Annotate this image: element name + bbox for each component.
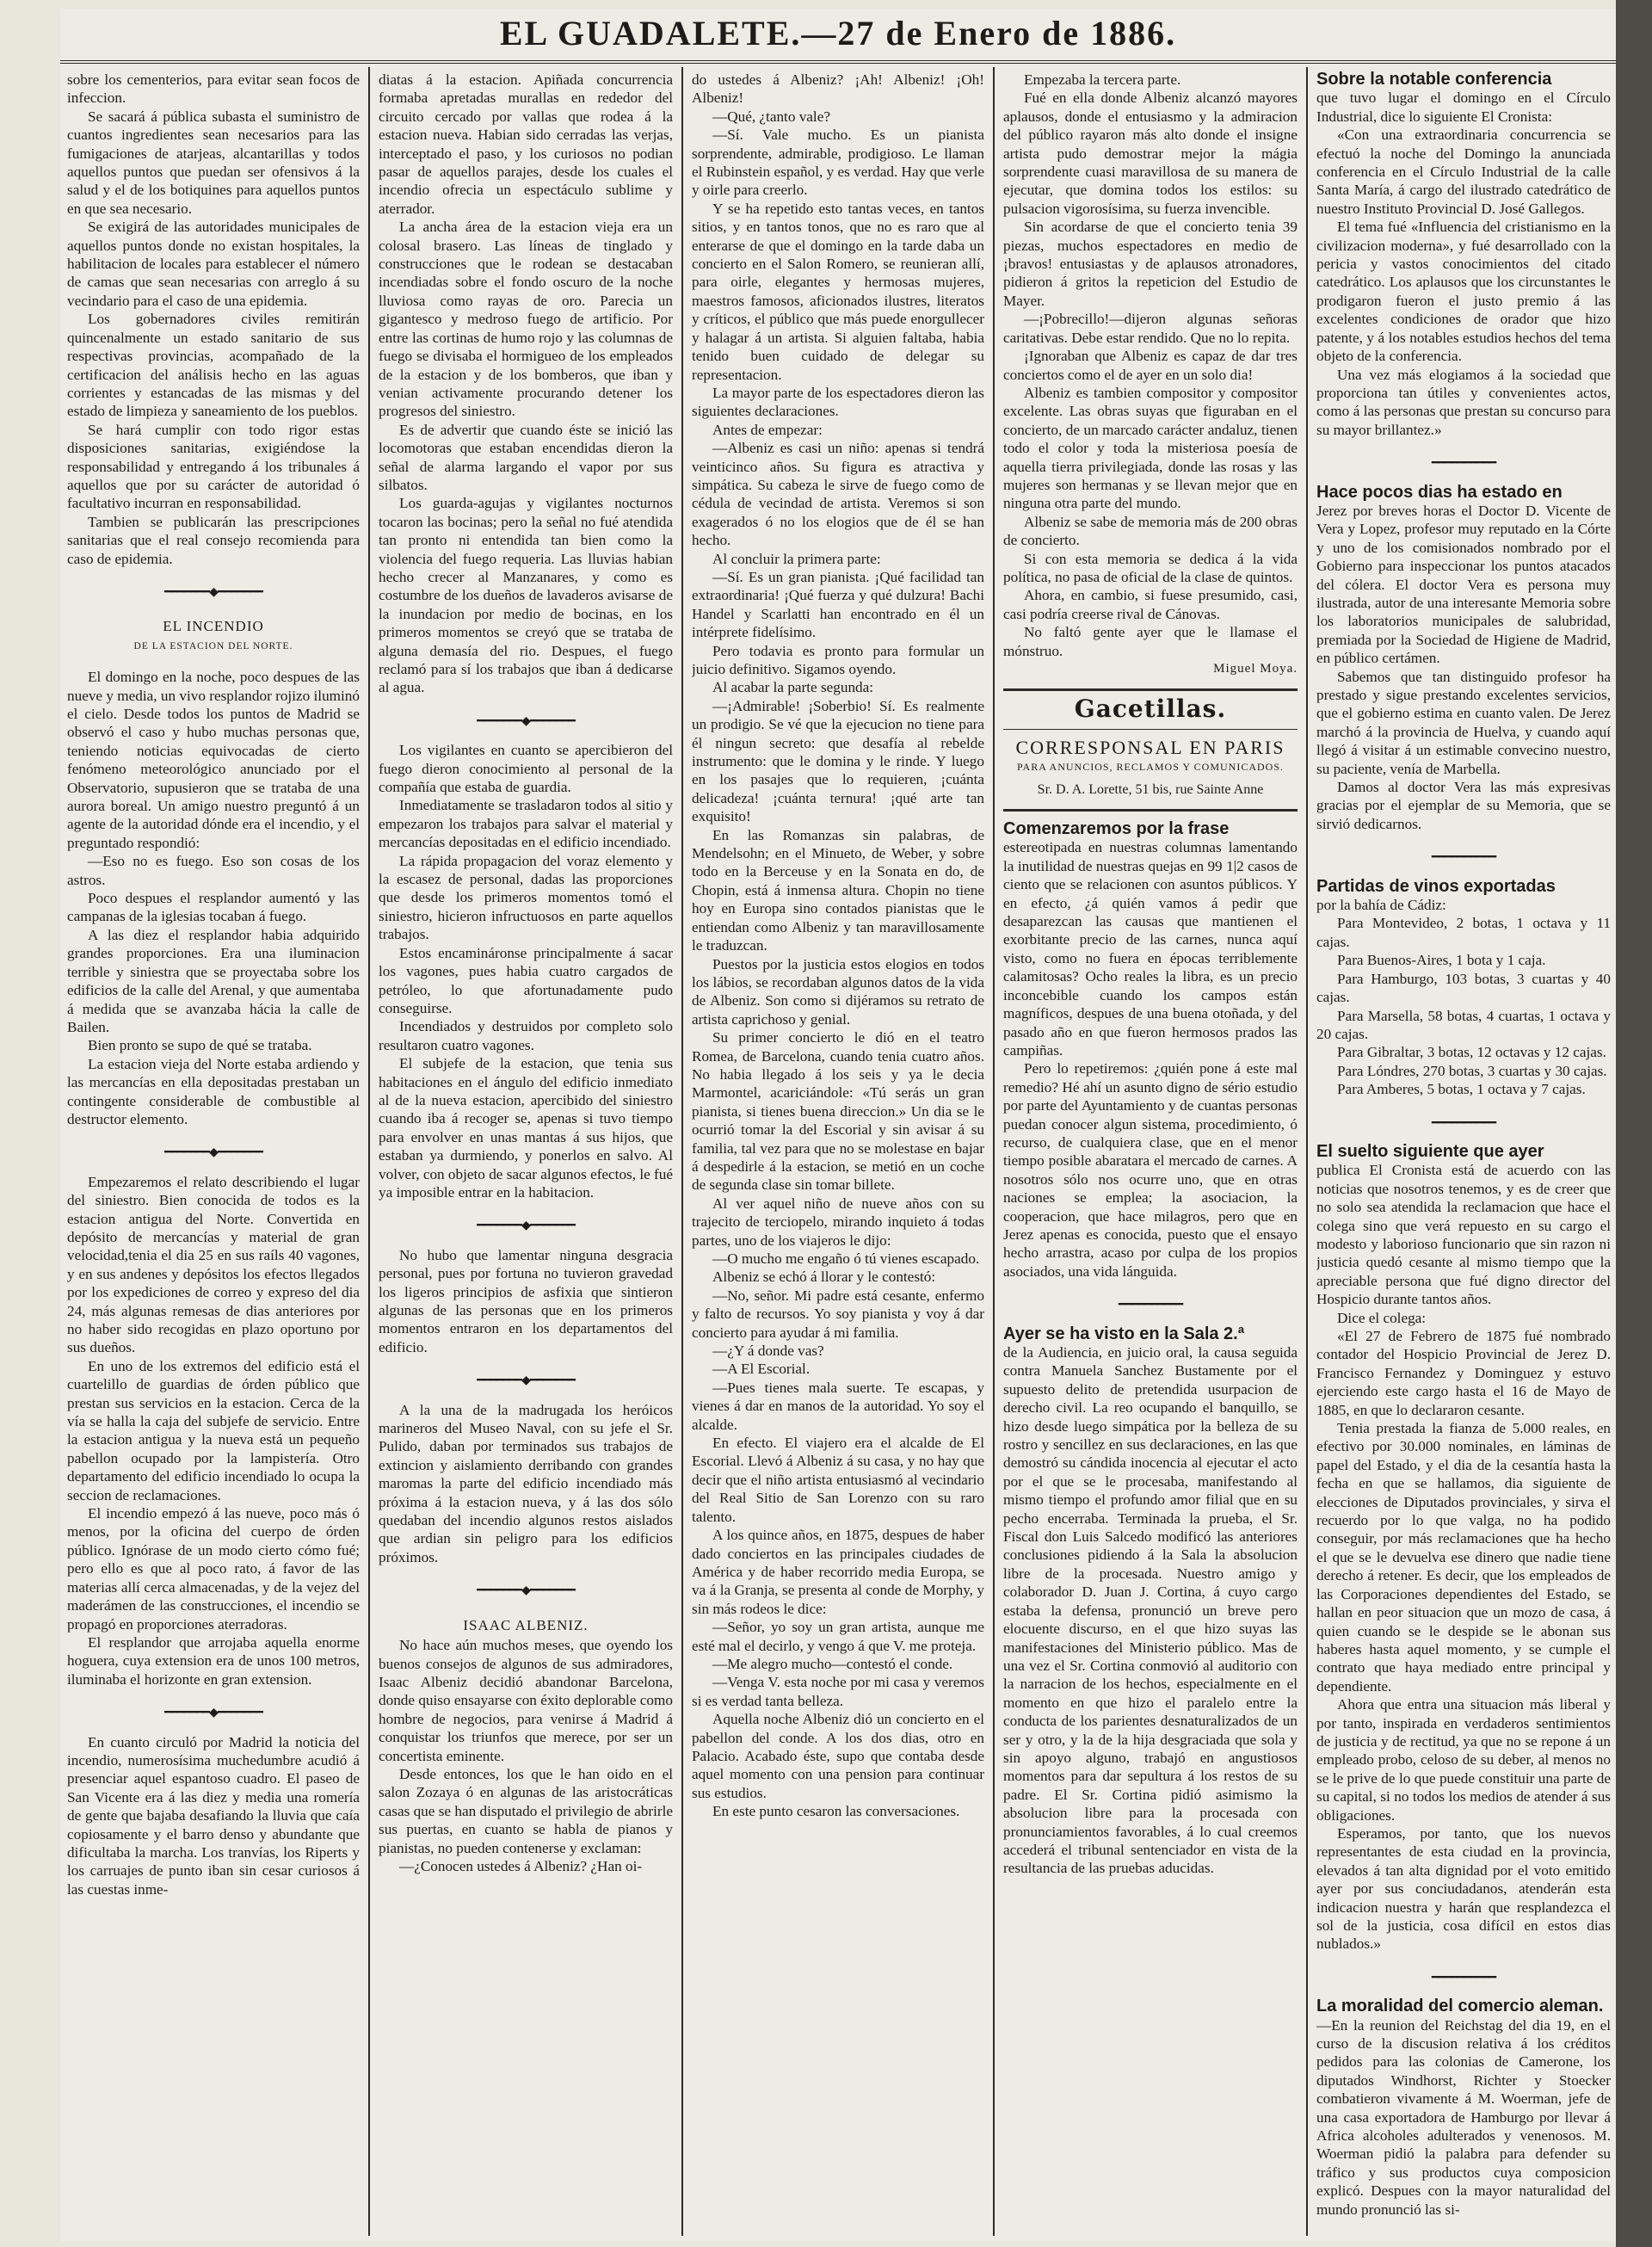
- item-lead: La moralidad del comercio aleman.: [1316, 1997, 1604, 2016]
- paragraph: Pero lo repetiremos: ¿quién pone á este mal remedio? Hé ahí un asunto digno de sério estudio por parte del Ayuntamiento y de cuantas personas puedan conocer algun sistema, procedimiento, ó recurso, de cualquiera clase, que en el menor tiempo posible abaratara el mercado de carnes. A nosotros sólo nos ocurre uno, que en otras naciones se emplea; la asociacion, la cooperacion, que hace milagros, pero que en Jerez apenas es conocida, puesto que el ensayo hecho arrastra, acaso por culpa de los propios asociados, una vida lánguida.: [1003, 1060, 1298, 1280]
- paragraph: —¿Conocen ustedes á Albeniz? ¿Han oi-: [399, 1857, 643, 1874]
- paragraph: Se sacará á pública subasta el suministro de cuantos ingredientes sean necesarios para las fumigaciones de atarjeas, alcantarillas y todos aquellos puntos que puedan ser ofensivos á la salud y el de los botiquines para aquellos puntos en que sea necesario.: [67, 108, 360, 217]
- ornament-divider: ━━━━━━━◆━━━━━━━: [164, 585, 262, 599]
- paragraph: estereotipada en nuestras columnas lamentando la inutilidad de nuestras quejas en 99 1|2 casos de ciento que se relacionen con asuntos públicos. Y en efecto, ¿á quién vamos á pedir que desaparezcan las causas que mantienen el exorbitante precio de las carnes, nunca aquí visto, como no fuera en épocas terriblemente calamitosas? Ocho reales la libra, es un precio inconcebible cuando los campos están magníficos, despues de una buena otoñada, y del pasado año en que fueron hermosos prados las campiñas.: [1003, 839, 1298, 1059]
- paragraph: Incendiados y destruidos por completo solo resultaron cuatro vagones.: [379, 1018, 673, 1053]
- ornament-divider: ━━━━━━━◆━━━━━━━: [477, 1219, 575, 1233]
- paragraph: de la Audiencia, en juicio oral, la causa seguida contra Manuela Sanchez Bustamente por el supuesto delito de pretendida usurpacion de derecho civil. La reo ocupando el banquillo, se hizo desde luego simpática por la belleza de su rostro y sencillez en sus declaraciones, en las que demostró su cándida inocencia al ejecutar el acto por el que se le procesaba, manifestando al mismo tiempo el profundo amor filial que en su pecho encerraba. Terminada la prueba, el Sr. Fiscal don Luis Salcedo modificó las anteriores conclusiones pidiendo á la Sala la absolucion libre de la procesada. Nuestro amigo y colaborador D. Juan J. Cortina, á cuyo cargo estaba la defensa, pronunció un breve pero elocuente discurso, en el que hizo suyas las manifestaciones del Ministerio público. Mas de una vez el Sr. Cortina conmovió al auditorio con la narracion de los hechos, especialmente en el momento en que hizo el paralelo entre la conducta de los parientes desnaturalizados de un ser y otro, y la de la hija desgraciada que sola y sin apoyo alguno, trabajó en angustiosos momentos para dar sepultura á los restos de su padre. El Sr. Cortina pidió asimismo la absolucion libre para la procesada con pronunciamientos favorables, á lo cual creemos accederá el tribunal sentenciador en vista de la resultancia de las pruebas aducidas.: [1003, 1344, 1298, 1877]
- paragraph: Los vigilantes en cuanto se apercibieron del fuego dieron conocimiento al personal de la compañía que estaba de guardia.: [379, 742, 673, 796]
- paragraph: No hubo que lamentar ninguna desgracia personal, pues por fortuna no tuvieron gravedad los ligeros principios de asfixia que sintieron algunas de las personas que en los primeros momentos entraron en los departamentos del edificio.: [379, 1246, 673, 1355]
- paragraph: sobre los cementerios, para evitar sean focos de infeccion.: [67, 71, 360, 107]
- export-line: Para Amberes, 5 botas, 1 octava y 7 cajas.: [1337, 1081, 1586, 1098]
- column-4: [1003, 71, 1298, 2231]
- paragraph: Dice el colega:: [1337, 1309, 1427, 1326]
- paragraph: Al acabar la parte segunda:: [712, 679, 874, 696]
- section-rule: [1003, 688, 1298, 691]
- ornament-divider: ━━━━━━━━━━: [1431, 457, 1496, 471]
- paragraph: —Venga V. esta noche por mi casa y veremos si es verdad tanta belleza.: [692, 1674, 984, 1709]
- paragraph: diatas á la estacion. Apiñada concurrencia formaba apretadas murallas en rededor del circuito cercado por vallas que rodea á la estacion nueva. Habian sido cerradas las verjas, interceptado el paso, y los curiosos no podian pasar de aquellos parajes, desde los cuales el incendio ofrecia un espectáculo sublime y aterrador.: [379, 71, 673, 217]
- item-lead: Comenzaremos por la frase: [1003, 819, 1230, 839]
- export-line: Para Lóndres, 270 botas, 3 cuartas y 30 cajas.: [1337, 1062, 1607, 1079]
- section-rule: [1003, 809, 1298, 812]
- paragraph: La estacion vieja del Norte estaba ardiendo y las mercancías en ella depositadas prestaban un contingente considerable de combustible al destructor elemento.: [67, 1055, 360, 1127]
- item-lead: El suelto siguiente que ayer: [1316, 1141, 1544, 1161]
- paragraph: —¡Admirable! ¡Soberbio! Sí. Es realmente un prodigio. Se vé que la ejecucion no tiene para él ningun secreto: que desafía al rebelde instrumento: que le domina y le rinde. Y luego en los pasajes que lo requieren, ¡cuánta delicadeza! ¡cuánta ternura! ¡qué arte tan exquisito!: [692, 697, 984, 825]
- ornament-divider: ━━━━━━━◆━━━━━━━: [477, 1374, 575, 1388]
- paragraph: Sin acordarse de que el concierto tenia 39 piezas, muchos espectadores en medio de ¡bravos! entusiastas y de aplausos atronadores, pidieron á gritos la repeticion del Estudio de Mayer.: [1003, 219, 1298, 309]
- paragraph: Albeniz se sabe de memoria más de 200 obras de concierto.: [1003, 513, 1298, 549]
- paragraph: En cuanto circuló por Madrid la noticia del incendio, numerosísima muchedumbre acudió á presenciar aquel espantoso cuadro. El paseo de San Vicente era á las diez y media una romería de gente que bajaba desafiando la lluvia que caía copiosamente y el barro denso y abundante que dificultaba la marcha. Los tranvías, los Riperts y los carruajes de punto iban sin cesar curiosos á las cuestas inme-: [67, 1733, 360, 1898]
- paragraph: La ancha área de la estacion vieja era un colosal brasero. Las líneas de tinglado y construcciones que le rodean se destacaban incendiadas sobre el fondo oscuro de la noche lluviosa como rayas de oro. Parecia un gigantesco y medroso fuego de artificio. Por entre las cortinas de humo rojo y las columnas de fuego se divisaba el hormigueo de los empleados de la estacion y de los bomberos, que iban y venian activamente procurando detener los progresos del siniestro.: [379, 219, 673, 420]
- item-lead: Hace pocos dias ha estado en: [1316, 482, 1563, 502]
- paragraph: Pero todavia es pronto para formular un juicio definitivo. Sigamos oyendo.: [692, 642, 984, 677]
- column-1: [67, 71, 360, 2231]
- masthead: EL GUADALETE.—27 de Enero de 1886.: [60, 9, 1616, 64]
- paragraph: Bien pronto se supo de qué se trataba.: [88, 1037, 312, 1054]
- ornament-divider: ━━━━━━━◆━━━━━━━: [164, 1707, 262, 1720]
- scan-edge: [1616, 0, 1652, 2247]
- paragraph: A los quince años, en 1875, despues de haber dado conciertos en las principales ciudades de América y de haber recorrido media Europa, se va á la Granja, se presenta al conde de Morphy, y sin más rodeos le dice:: [692, 1527, 984, 1617]
- ad-subtitle: PARA ANUNCIOS, RECLAMOS Y COMUNICADOS.: [1016, 761, 1285, 774]
- paragraph: Empezaremos el relato describiendo el lugar del siniestro. Bien conocida de todos es la estacion antigua del Norte. Convertida en depósito de mercancías y material de gran velocidad,tenia el dia 25 en sus raíls 40 vagones, y en sus andenes y depósitos los efectos llegados por los expediciones de correo y expreso del dia 24, más algunas remesas de dias anteriores por no haber sido recogidas en plazo oportuno por sus dueños.: [67, 1173, 360, 1356]
- paragraph: En este punto cesaron las conversaciones.: [712, 1803, 960, 1820]
- paragraph: Jerez por breves horas el Doctor D. Vicente de Vera y Lopez, profesor muy reputado en la Córte y uno de los comisionados nombrado por el Gobierno para inspeccionar los puntos atacados del cólera. El doctor Vera es persona muy ilustrada, autor de una interesante Memoria sobre los laboratorios municipales de salubridad, premiada por la Sociedad de Higiene de Madrid, en público certámen.: [1316, 502, 1611, 667]
- paragraph: El resplandor que arrojaba aquella enorme hoguera, cuya extension era de unos 100 metros, iluminaba el horizonte en gran extension.: [67, 1633, 360, 1688]
- paragraph: Una vez más elogiamos á la sociedad que proporciona tan útiles y convenientes actos, como á las personas que prestan su concurso para su mayor brillantez.»: [1316, 366, 1611, 438]
- paragraph: Inmediatamente se trasladaron todos al sitio y empezaron los trabajos para salvar el material y mercancías depositadas en el edificio incendiado.: [379, 797, 673, 851]
- newspaper-page: [60, 9, 1616, 2242]
- paragraph: Fué en ella donde Albeniz alcanzó mayores aplausos, donde el entusiasmo y la admiracion del público rayaron más alto donde el insigne artista pudo demostrar mejor la mágia sorprendente cuasi maravillosa de su manera de ejecutar, que domina todos los estilos: su pulsacion vigorosísima, su fuerza invencible.: [1003, 90, 1298, 217]
- paragraph: —Sí. Vale mucho. Es un pianista sorprendente, admirable, prodigioso. Le llaman el Rubinstein español, y es verdad. Hay que verle y oirle para creerlo.: [692, 127, 984, 199]
- column-rule: [681, 67, 683, 2236]
- paragraph: Puestos por la justicia estos elogios en todos los lábios, se recordaban algunos datos de la vida de Albeniz. Son como si dijéramos su retrato de artista caprichoso y genial.: [692, 955, 984, 1028]
- column-rule: [993, 67, 995, 2236]
- paragraph: por la bahía de Cádiz:: [1316, 897, 1446, 914]
- paragraph: Estos encamináronse principalmente á sacar los vagones, pues habia cuatro cargados de petróleo, lo que afortunadamente pudo conseguirse.: [379, 944, 673, 1016]
- paragraph: «Con una extraordinaria concurrencia se efectuó la noche del Domingo la anunciada conferencia en el Círculo Industrial de la calle Santa María, á cargo del ilustrado catedrático de nuestro Instituto Provincial D. José Gallegos.: [1316, 127, 1611, 217]
- paragraph: Su primer concierto le dió en el teatro Romea, de Barcelona, cuando tenia cuatro años. No habia llegado á los seis y ya le decia Marmontel, acariciándole: «Tú serás un gran pianista, si tienes buena direccion.» Un dia se le ocurrió tomar la del Escorial y sin avisar á su familia, tal vez para que no se molestase en bajar á despedirle á la estacion, se metió en un coche de segunda clase sin tomar billete.: [692, 1029, 984, 1194]
- export-line: Para Buenos-Aires, 1 bota y 1 caja.: [1337, 952, 1546, 969]
- paragraph: —¿Y á donde vas?: [712, 1343, 824, 1360]
- export-line: Para Montevideo, 2 botas, 1 octava y 11 cajas.: [1316, 915, 1611, 950]
- column-2: [379, 71, 673, 2231]
- paragraph: —Eso no es fuego. Eso son cosas de los astros.: [67, 853, 360, 888]
- paragraph: Se hará cumplir con todo rigor estas disposiciones sanitarias, exigiéndose la responsabilidad y entregando á los tribunales á aquellos que por su carácter de autoridad ó facultativo incurran en responsabilidad.: [67, 421, 360, 512]
- paragraph: Es de advertir que cuando éste se inició las locomotoras que estaban encendidas dieron la señal de alarma largando el vapor por sus silbatos.: [379, 421, 673, 493]
- ornament-divider: ━━━━━━━━━━: [1431, 1116, 1496, 1130]
- paragraph: —Albeniz es casi un niño: apenas si tendrá veinticinco años. Su figura es atractiva y simpática. Su cabeza le sirve de fuego como de cédula de vecindad de artista. Veremos si son exagerados ó no los elogios que de él se han hecho.: [692, 440, 984, 549]
- paragraph: Se exigirá de las autoridades municipales de aquellos puntos donde no existan hospitales, la habilitacion de locales para establecer el número de camas que sean necesarias con arreglo á su vecindario para el caso de una epidemia.: [67, 219, 360, 309]
- paragraph: La rápida propagacion del voraz elemento y la escasez de personal, dadas las proporciones que desde los primeros momentos tomó el siniestro, hicieron infructuosos en parte aquellos trabajos.: [379, 852, 673, 943]
- column-rule: [368, 67, 370, 2236]
- paragraph: Tambien se publicarán las prescripciones sanitarias que el real consejo recomienda para caso de epidemia.: [67, 513, 360, 567]
- paragraph: Antes de empezar:: [712, 421, 823, 438]
- paragraph: —¡Pobrecillo!—dijeron algunas señoras caritativas. Debe estar rendido. Que no lo repita.: [1003, 311, 1298, 346]
- paragraph: —En la reunion del Reichstag del dia 19, en el curso de la discusion relativa á los créditos pedidos para las colonias de Camerone, los diputados Windhorst, Richter y Stoecker combatieron vivamente á M. Woerman, jefe de una casa exportadora de Hamburgo por llevar á Africa alcoholes adulterados y venenosos. M. Woerman pidió la palabra para defender su tráfico y sus productos cuya composicion explicó. Despues con la mayor naturalidad del mundo pronunció las si-: [1316, 2016, 1611, 2218]
- ad-address: Sr. D. A. Lorette, 51 bis, rue Sainte Anne: [1037, 781, 1264, 797]
- paragraph: Desde entonces, los que le han oido en el salon Zozaya ó en algunas de las aristocráticas casas que se han disputado el privilegio de abrirle sus puertas, en cuanto se habla de pianos y pianistas, no pueden contenerse y exclaman:: [379, 1765, 673, 1856]
- item-lead: Partidas de vinos exportadas: [1316, 876, 1556, 896]
- ornament-divider: ━━━━━━━━━━: [1431, 1971, 1496, 1985]
- paragraph: En las Romanzas sin palabras, de Mendelsohn; en el Minueto, de Weber, y sobre todo en la Berceuse y en la Sonata en do, de Chopin, está á inmensa altura. Chopin no tiene hoy en Europa sino contados pianistas que le entiendan como Albeniz y tan maravillosamente le traduzcan.: [692, 826, 984, 954]
- ornament-divider: ━━━━━━━━━━: [1431, 851, 1496, 865]
- paragraph: Si con esta memoria se dedica á la vida política, no pasa de oficial de la clase de quintos.: [1003, 550, 1298, 585]
- paragraph: que tuvo lugar el domingo en el Círculo Industrial, dice lo siguiente El Cronista:: [1316, 90, 1611, 125]
- paragraph: Sabemos que tan distinguido profesor ha prestado y sigue prestando excelentes servicios, que el gobierno estima en cuanto valen. De Jerez marchó á la provincia de Huelva, y cuando aquí llegó á visitar á un estimable convecino nuestro, su paciente, venía de Marbella.: [1316, 668, 1611, 777]
- paragraph: —O mucho me engaño ó tú vienes escapado.: [712, 1250, 980, 1267]
- paragraph: En uno de los extremos del edificio está el cuartelillo de guardias de órden público que prestan sus servicios en la estacion. Cerca de la vía se halla la caja del subjefe de servicio. Entre la estacion antigua y la nueva está un pequeño pabellon ocupado por la lampistería. Otro departamento del edificio incendiado lo ocupa la seccion de reclamaciones.: [67, 1357, 360, 1503]
- section-title: EL INCENDIO: [163, 618, 264, 635]
- item-lead: Ayer se ha visto en la Sala 2.ª: [1003, 1324, 1245, 1343]
- paragraph: A las diez el resplandor habia adquirido grandes proporciones. Era una iluminacion terrible y siniestra que se proyectaba sobre los edificios de la calle del Arenal, y que aumentaba á medida que se avanzaba hácia la calle de Bailen.: [67, 926, 360, 1035]
- paragraph: Ahora que entra una situacion más liberal y por tanto, inspirada en verdaderos sentimientos de justicia y de rectitud, ya que no se repone á un empleado probo, celoso de su deber, al menos no se le prive de lo que puede constituir una parte de su capital, si no todos los medios de atender á sus obligaciones.: [1316, 1696, 1611, 1824]
- column-5: [1316, 71, 1611, 2231]
- section-title: ISAAC ALBENIZ.: [463, 1616, 589, 1633]
- column-rule: [1306, 67, 1308, 2236]
- paragraph: No faltó gente ayer que le llamase el mónstruo.: [1003, 624, 1298, 659]
- paragraph: Al ver aquel niño de nueve años con su trajecito de terciopelo, mirando inquieto á todas partes, uno de los viajeros le dijo:: [692, 1194, 984, 1249]
- paragraph: Al concluir la primera parte:: [712, 550, 881, 567]
- section-title: Gacetillas.: [1074, 694, 1227, 724]
- paragraph: Albeniz es tambien compositor y compositor excelente. Las obras suyas que figuraban en el concierto, de un marcado carácter andaluz, tienen todo el color y toda la misteriosa poesía de aquella tierra privilegiada, donde las rosas y las mujeres son hermanas y se llevan mejor que en ninguna otra parte del mundo.: [1003, 384, 1298, 512]
- paragraph: —Qué, ¿tanto vale?: [712, 108, 830, 125]
- paragraph: No hace aún muchos meses, que oyendo los buenos consejos de algunos de sus admiradores, Isaac Albeniz decidió abandonar Barcelona, donde quiso ensayarse con éxito deplorable como hombre de negocios, para venirse á Madrid á conquistar los triunfos que merece, por ser un concertista eminente.: [379, 1637, 673, 1764]
- section-subtitle: DE LA ESTACION DEL NORTE.: [133, 640, 293, 651]
- ornament-divider: ━━━━━━━━━━: [1118, 1299, 1183, 1312]
- paragraph: Esperamos, por tanto, que los nuevos representantes de esta ciudad en la provincia, elevados á tan alta dignidad por el voto emitido ayer por sus conciudadanos, atenderán esta indicacion nuestra y harán que resplandezca el sol de la justicia, cosa difícil en estos dias nublados.»: [1316, 1824, 1611, 1953]
- paragraph: —Me alegro mucho—contestó el conde.: [712, 1655, 953, 1672]
- paragraph: El subjefe de la estacion, que tenia sus habitaciones en el ángulo del edificio inmediato al de la nueva estacion, apercibido del siniestro cuando iba á recoger se, apenas si tuvo tiempo para envolver en unas mantas á sus hijos, que estaban ya durmiendo, y ponerlos en salvo. Al volver, con objeto de sacar algunos efectos, le fué ya imposible entrar en la habitacion.: [379, 1055, 673, 1201]
- paragraph: Empezaba la tercera parte.: [1024, 71, 1181, 88]
- paragraph: El tema fué «Influencia del cristianismo en la civilizacion moderna», y fué desarrollado con la pericia y vastos conocimientos del citado catedrático. Los aplausos que los circunstantes le prodigaron fueron el justo premio á las excelentes condiciones de orador que hizo patente, y á los notables estudios hechos del tema objeto de la conferencia.: [1316, 219, 1611, 365]
- export-line: Para Gibraltar, 3 botas, 12 octavas y 12 cajas.: [1337, 1044, 1606, 1061]
- paragraph: Albeniz se echó á llorar y le contestó:: [712, 1269, 936, 1286]
- export-line: Para Hamburgo, 103 botas, 3 cuartas y 40 cajas.: [1316, 970, 1611, 1006]
- paragraph: Y se ha repetido esto tantas veces, en tantos sitios, y en tantos tonos, que no es raro que al enterarse de que el domingo en la tarde daba un concierto en el Salon Romero, se reunieran allí, para oirle, elegantes y hermosas mujeres, maestros famosos, aficionados ilustres, literatos y críticos, el público que más puede enorgullecer y halagar á un artista. Si alguien faltaba, habia tenido buen cuidado de delegar su representacion.: [692, 200, 984, 383]
- paragraph: Los guarda-agujas y vigilantes nocturnos tocaron las bocinas; pero la señal no fué atendida tan pronto ni entendida tan bien como la violencia del fuego requeria. Las lluvias habian hecho crecer al Manzanares, y como es costumbre de los dueños de lavaderos avisarse de la inundacion por medio de bocinas, en los primeros momentos se creyó que se trataba de alguna demasía del rio. Despues, el fuego reclamó para sí los trabajos que iban á dedicarse al agua.: [379, 495, 673, 696]
- paragraph: El domingo en la noche, poco despues de las nueve y media, un vivo resplandor rojizo iluminó el cielo. Desde todos los puntos de Madrid se observó el caso y hubo muchas personas que, teniendo noticias equivocadas de cierto fenómeno meteorológico anunciado por el Observatorio, supusieron que se trataba de una aurora boreal. Un amigo nuestro preguntó á un agente de la autoridad dónde era el incendio, y el preguntado respondió:: [67, 669, 360, 851]
- paragraph: En efecto. El viajero era el alcalde de El Escorial. Llevó á Albeniz á su casa, y no hay que decir que el niño artista entusiasmó al vecindario del Real Sitio de San Lorenzo con su raro talento.: [692, 1435, 984, 1525]
- paragraph: —Pues tienes mala suerte. Te escapas, y vienes á dar en manos de la autoridad. Yo soy el alcalde.: [692, 1379, 984, 1433]
- paragraph: Los gobernadores civiles remitirán quincenalmente un estado sanitario de sus respectivas provincias, acompañado de la certificacion del análisis hecho en las aguas corrientes y estancadas de las mismas y del estado de limpieza y saneamiento de los pueblos.: [67, 311, 360, 420]
- paragraph: do ustedes á Albeniz? ¡Ah! Albeniz! ¡Oh! Albeniz!: [692, 71, 984, 107]
- column-3: [692, 71, 984, 2231]
- export-line: Para Marsella, 58 botas, 4 cuartas, 1 octava y 20 cajas.: [1316, 1007, 1611, 1042]
- paragraph: —Sí. Es un gran pianista. ¡Qué facilidad tan extraordinaria! ¡Qué fuerza y qué dulzura! Bachi Handel y Scarlatti han encontrado en él un intérprete fidelísimo.: [692, 568, 984, 641]
- paragraph: ¡Ignoraban que Albeniz es capaz de dar tres conciertos como el de ayer en un solo dia!: [1003, 348, 1298, 383]
- paragraph: «El 27 de Febrero de 1875 fué nombrado contador del Hospicio Provincial de Jerez D. Francisco Fernandez y Dominguez y estuvo ejerciendo este cargo hasta el 16 de Mayo de 1885, en que lo declararon cesante.: [1316, 1328, 1611, 1418]
- ornament-divider: ━━━━━━━◆━━━━━━━: [477, 1584, 575, 1598]
- paragraph: —No, señor. Mi padre está cesante, enfermo y falto de recursos. Yo soy pianista y voy á dar concierto para ayudar á mi familia.: [692, 1287, 984, 1341]
- section-rule: [1003, 729, 1298, 730]
- ornament-divider: ━━━━━━━◆━━━━━━━: [477, 714, 575, 728]
- paragraph: publica El Cronista está de acuerdo con las noticias que nosotros tenemos, y es de creer que no solo sea atendida la reclamacion que hace el colega sino que verá repuesto en su cargo el modesto y laborioso funcionario que sin razon ni justicia quedó cesante al mismo tiempo que la apreciable persona que fué digno director del Hospicio durante tantos años.: [1316, 1162, 1611, 1308]
- paragraph: Tenia prestada la fianza de 5.000 reales, en efectivo por 30.000 nominales, en láminas de papel del Estado, y el dia de la cesantía hasta la fecha en que se hallamos, dia siguiente de elecciones de Diputados provinciales, y sirva el recuerdo por lo que valga, no ha podido conseguir, por más reclamaciones que ha hecho el que se le devuelva ese dinero que nadie tiene derecho á retener. Es decir, que los empleados de las Corporaciones dependientes del Estado, se hallan en peor situacion que un mozo de casa, á quien cuando se le despide se le abonan sus haberes hasta aquel momento, y se cumple el contrato que haya mediado entre principal y dependiente.: [1316, 1420, 1611, 1695]
- paragraph: Poco despues el resplandor aumentó y las campanas de la iglesias tocaban á fuego.: [67, 890, 360, 925]
- author-signature: Miguel Moya.: [1213, 662, 1298, 676]
- paragraph: La mayor parte de los espectadores dieron las siguientes declaraciones.: [692, 384, 984, 420]
- ad-title: CORRESPONSAL EN PARIS: [1015, 736, 1285, 758]
- paragraph: Ahora, en cambio, si fuese presumido, casi, casi podría creerse rival de Cánovas.: [1003, 587, 1298, 622]
- paragraph: —Señor, yo soy un gran artista, aunque me esté mal el decirlo, y vengo á que V. me proteja.: [692, 1619, 984, 1654]
- paragraph: —A El Escorial.: [712, 1361, 811, 1378]
- paragraph: Aquella noche Albeniz dió un concierto en el pabellon del conde. A los dos dias, otro en Palacio. Acabado éste, supo que contaba desde aquel momento con una pension para continuar sus estudios.: [692, 1711, 984, 1801]
- paragraph: Damos al doctor Vera las más expresivas gracias por el ejemplar de su Memoria, que se sirvió dedicarnos.: [1316, 779, 1611, 832]
- paragraph: El incendio empezó á las nueve, poco más ó menos, por la oficina del cuerpo de órden público. Ignórase de un modo cierto cómo fué; pero ello es que al poco rato, á favor de las materias allí cerca almacenadas, y de la vejez del maderámen de las construcciones, el incendio se propagó en proporciones aterradoras.: [67, 1505, 360, 1633]
- paragraph: A la una de la madrugada los heróicos marineros del Museo Naval, con su jefe el Sr. Pulido, daban por terminados sus trabajos de extincion y aislamiento derribando con grandes maromas la parte del edificio incendiado más próxima á la estacion nueva, y á las dos sólo quedaban del incendio algunos restos aislados que ardian sin peligro para los edificios próximos.: [379, 1401, 673, 1565]
- ornament-divider: ━━━━━━━◆━━━━━━━: [164, 1146, 262, 1160]
- item-lead: Sobre la notable conferencia: [1316, 71, 1552, 89]
